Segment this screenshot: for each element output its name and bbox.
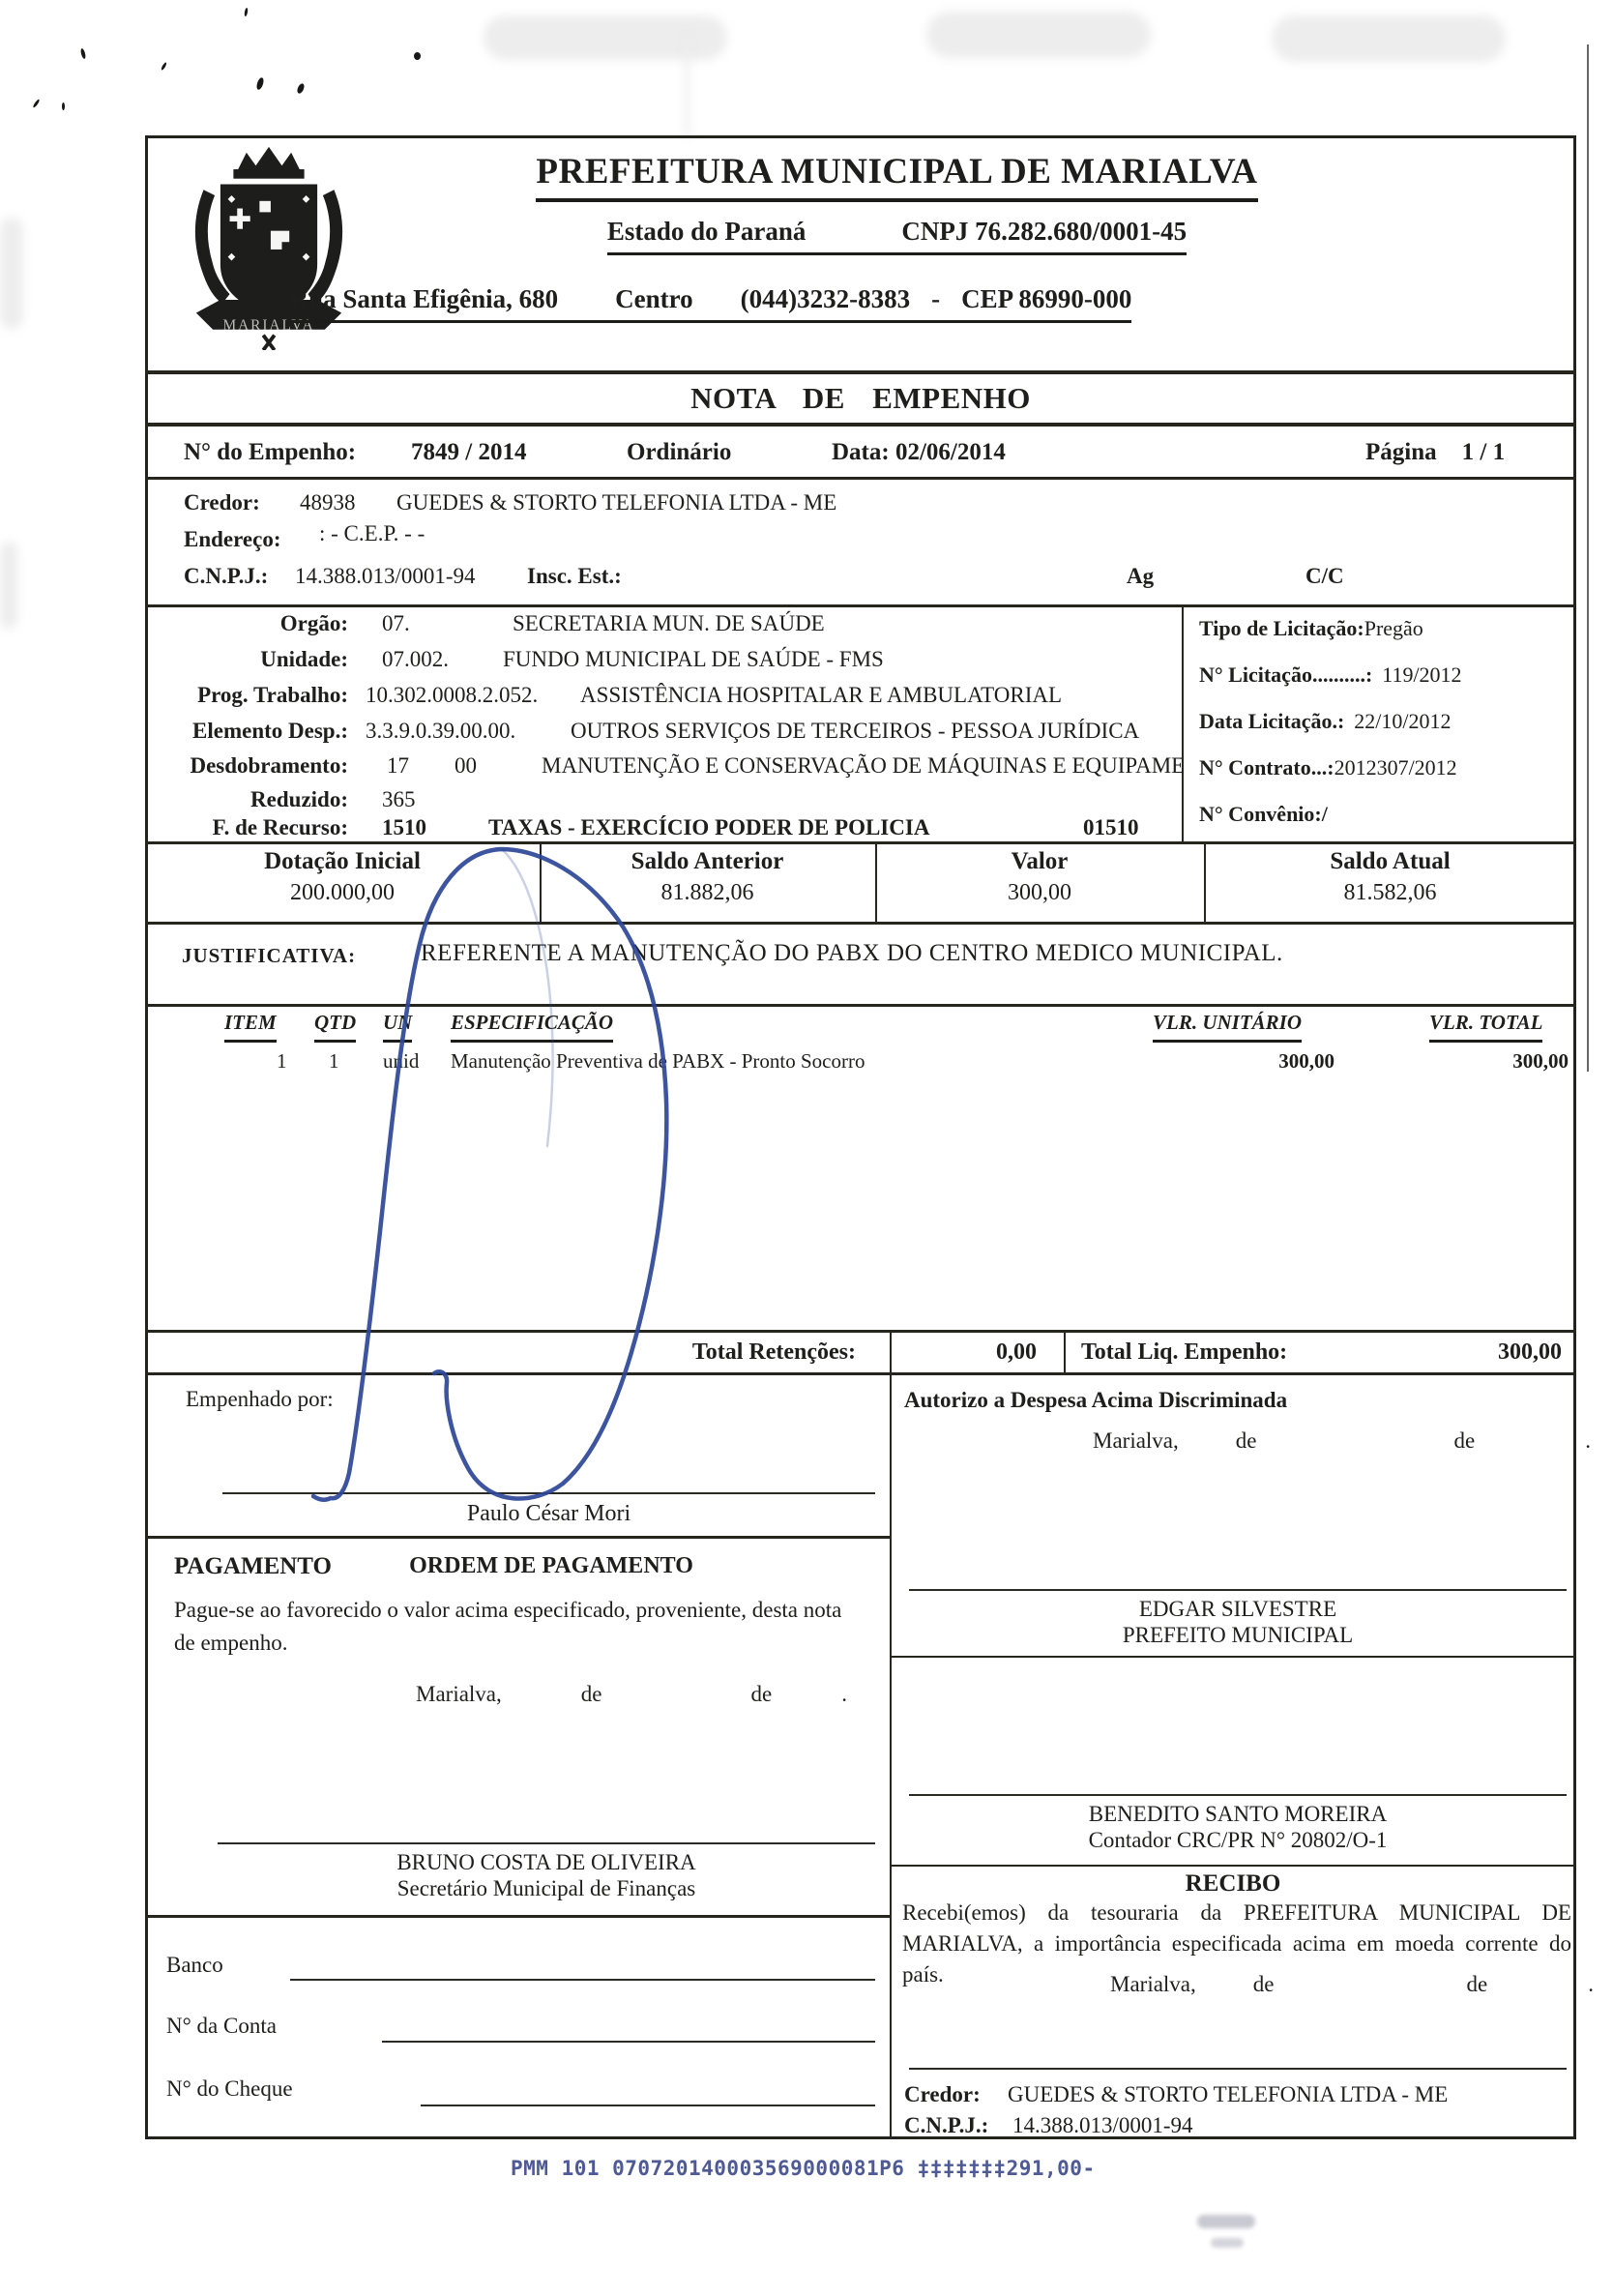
prefeito-name: EDGAR SILVESTRE (1138, 1597, 1337, 1621)
ag-label: Ag (1127, 564, 1155, 588)
total-retencoes-label: Total Retenções: (691, 1339, 856, 1365)
doc-title-band (145, 381, 1576, 416)
cnpj-label: C.N.P.J.: (184, 564, 269, 588)
vlr-unitario-col-header: VLR. UNITÁRIO (1153, 1008, 1302, 1043)
divider (145, 423, 1576, 427)
banco-label: Banco (166, 1953, 223, 1977)
header-state-row (358, 217, 1436, 255)
endereco-label: Endereço: (184, 527, 281, 551)
street-address: Rua Santa Efigênia, 680 (289, 284, 559, 313)
saldo-atual-header: Saldo Atual (1330, 848, 1451, 874)
cheque-fill-line (421, 2105, 875, 2106)
tipo-licitacao-label: Tipo de Licitação: (1199, 616, 1364, 640)
page-title: PREFEITURA MUNICIPAL DE MARIALVA (536, 151, 1257, 202)
unidade-code: 07.002. (382, 647, 449, 671)
item-row-vlr-unitario: 300,00 (1278, 1049, 1334, 1073)
contrato-row (1199, 751, 1457, 787)
divider (1182, 604, 1184, 841)
city: Marialva, (1093, 1428, 1179, 1453)
of-word: de (1453, 1428, 1476, 1453)
ordem-pagamento-title: ORDEM DE PAGAMENTO (409, 1553, 693, 1578)
svg-text:MARIALVA: MARIALVA (222, 316, 315, 334)
item-row-especificacao: Manutenção Preventiva de PABX - Pronto Socorro (451, 1049, 865, 1073)
reduzido-label: Reduzido: (250, 787, 348, 811)
contador-name: BENEDITO SANTO MOREIRA (1088, 1802, 1388, 1826)
secretario-name: BRUNO COSTA DE OLIVEIRA (396, 1850, 696, 1874)
conta-fill-line (382, 2041, 875, 2043)
unidade-label: Unidade: (260, 647, 348, 671)
convenio-label: N° Convênio: (1199, 802, 1322, 826)
prog-trabalho-label: Prog. Trabalho: (197, 683, 348, 707)
divider (890, 1372, 892, 2139)
divider (145, 1372, 1576, 1375)
prog-trabalho-code: 10.302.0008.2.052. (366, 683, 539, 707)
scan-smudge (685, 37, 689, 137)
divider (145, 1915, 890, 1918)
divider (145, 604, 1576, 607)
insc-est-label: Insc. Est.: (527, 564, 622, 588)
period: . (1588, 1972, 1594, 1996)
separator: - (931, 284, 941, 313)
ink-speck (62, 103, 65, 110)
pagamento-city-date-line (416, 1677, 847, 1715)
total-retencoes-value: 0,00 (996, 1339, 1037, 1365)
desdobramento-code: 17 (387, 753, 409, 778)
of-word: de (1466, 1972, 1488, 1996)
signature-line (218, 1842, 875, 1844)
vlr-total-col-header: VLR. TOTAL (1429, 1008, 1542, 1043)
divider (890, 1330, 892, 1372)
data-licitacao-row (1199, 705, 1452, 741)
autorizo-city-date-line (1093, 1424, 1591, 1461)
divider (1064, 1330, 1066, 1372)
num-licitacao-value: 119/2012 (1382, 662, 1462, 687)
ink-speck (80, 48, 87, 60)
recibo-credor-label: Credor: (904, 2082, 981, 2106)
pencil-smudge (1197, 2215, 1255, 2228)
ink-speck (161, 62, 167, 71)
autorizo-title: Autorizo a Despesa Acima Discriminada (904, 1388, 1288, 1412)
cnpj-value: 14.388.013/0001-94 (295, 564, 476, 588)
orgao-label: Orgão: (279, 611, 348, 635)
credor-label: Credor: (184, 490, 260, 515)
state-label: Estado do Paraná (606, 217, 806, 246)
credor-name: GUEDES & STORTO TELEFONIA LTDA - ME (396, 490, 837, 515)
page-value: 1 / 1 (1461, 439, 1506, 465)
ink-speck (255, 76, 265, 90)
divider (145, 370, 1576, 374)
un-col-header: UN (383, 1008, 412, 1043)
total-liquido-label: Total Liq. Empenho: (1081, 1339, 1288, 1365)
recibo-city-date-line (1110, 1967, 1594, 2005)
contador-title: Contador CRC/PR N° 20802/O-1 (1088, 1828, 1388, 1852)
dotacao-inicial-header: Dotação Inicial (264, 848, 421, 874)
divider (145, 1536, 890, 1539)
empenho-number-label: N° do Empenho: (184, 439, 357, 465)
justificativa-label: JUSTIFICATIVA: (182, 944, 357, 967)
credor-code: 48938 (300, 490, 356, 515)
item-row-un: unid (383, 1049, 420, 1073)
header-title-row (358, 151, 1436, 202)
divider (890, 1865, 1576, 1867)
dotacao-inicial-value: 200.000,00 (290, 880, 395, 905)
city: Marialva, (416, 1682, 502, 1706)
unidade-desc: FUNDO MUNICIPAL DE SAÚDE - FMS (503, 647, 884, 671)
recibo-body-text: Recebi(emos) da tesouraria da PREFEITURA MUNICIPAL DE MARIALVA, a importância especificada acima em moeda corrente do país. (902, 1900, 1571, 1987)
of-word: de (580, 1682, 602, 1706)
prog-trabalho-desc: ASSISTÊNCIA HOSPITALAR E AMBULATORIAL (580, 683, 1063, 707)
orgao-desc: SECRETARIA MUN. DE SAÚDE (513, 611, 825, 635)
num-licitacao-row (1199, 659, 1462, 694)
signature-line (909, 1589, 1567, 1591)
elemento-desp-desc: OUTROS SERVIÇOS DE TERCEIROS - PESSOA JURÍDICA (571, 719, 1140, 743)
desdobramento-code2: 00 (455, 753, 477, 778)
item-row-item: 1 (277, 1049, 287, 1073)
cc-label: C/C (1305, 564, 1344, 588)
of-word: de (1235, 1428, 1257, 1453)
divider (145, 477, 1576, 480)
contrato-label: N° Contrato...: (1199, 755, 1334, 780)
tipo-licitacao-row (1199, 612, 1423, 648)
ink-speck (244, 8, 249, 16)
scan-smudge (0, 542, 17, 629)
prefeito-title: PREFEITO MUNICIPAL (1122, 1623, 1354, 1647)
divider (890, 1656, 1576, 1658)
data-licitacao-value: 22/10/2012 (1354, 709, 1452, 733)
ink-speck (32, 99, 40, 108)
cep: CEP 86990-000 (961, 284, 1132, 313)
num-licitacao-label: N° Licitação..........: (1199, 662, 1373, 687)
saldo-anterior-header: Saldo Anterior (631, 848, 784, 874)
f-recurso-desc: TAXAS - EXERCÍCIO PODER DE POLICIA (488, 815, 930, 839)
page-indicator (1365, 435, 1505, 473)
ink-speck (414, 52, 421, 60)
f-recurso-extra: 01510 (1083, 815, 1139, 839)
scan-smudge (484, 15, 727, 60)
district: Centro (615, 284, 693, 313)
convenio-value: / (1321, 802, 1328, 826)
f-recurso-label: F. de Recurso: (212, 815, 348, 839)
phone: (044)3232-8383 (740, 284, 911, 313)
scan-smudge (0, 218, 23, 329)
of-word: de (750, 1682, 773, 1706)
pagamento-body-text: Pague-se ao favorecido o valor acima especificado, proveniente, desta nota de empenho. (174, 1598, 842, 1655)
especificacao-col-header: ESPECIFICAÇÃO (451, 1008, 613, 1043)
orgao-code: 07. (382, 611, 410, 635)
header-address-row (222, 284, 1199, 323)
pencil-smudge (1211, 2238, 1244, 2248)
valor-value: 300,00 (1008, 880, 1071, 905)
cheque-label: N° do Cheque (166, 2076, 293, 2101)
reduzido-code: 365 (382, 787, 416, 811)
empenhado-signer-name: Paulo César Mori (466, 1501, 631, 1526)
item-row-qtd: 1 (329, 1049, 339, 1073)
page-label: Página (1365, 439, 1437, 465)
signature-line (909, 2068, 1567, 2070)
conta-label: N° da Conta (166, 2014, 277, 2038)
divider (145, 922, 1576, 925)
secretario-title: Secretário Municipal de Finanças (396, 1876, 696, 1900)
signature-line (909, 1794, 1567, 1796)
empenho-number: 7849 / 2014 (411, 439, 527, 465)
pagamento-section-label: PAGAMENTO (174, 1553, 332, 1579)
desdobramento-label: Desdobramento: (190, 753, 348, 778)
empenho-type: Ordinário (627, 439, 732, 465)
city: Marialva, (1110, 1972, 1196, 1996)
recibo-cnpj-value: 14.388.013/0001-94 (1012, 2113, 1193, 2137)
valor-header: Valor (1011, 848, 1069, 874)
recibo-title: RECIBO (1185, 1870, 1281, 1897)
scan-smudge (926, 12, 1151, 58)
total-liquido-value: 300,00 (1498, 1339, 1562, 1365)
scanner-edge-line (1587, 44, 1589, 1072)
f-recurso-code: 1510 (382, 815, 426, 839)
item-col-header: ITEM (224, 1008, 277, 1043)
recibo-cnpj-label: C.N.P.J.: (904, 2113, 989, 2137)
scan-smudge (1272, 15, 1506, 62)
signature-line (222, 1492, 875, 1494)
doc-title: NOTA DE EMPENHO (690, 381, 1031, 415)
ink-speck (296, 82, 306, 94)
period: . (1585, 1428, 1591, 1453)
desdobramento-desc: MANUTENÇÃO E CONSERVAÇÃO DE MÁQUINAS E EQUIPAME (542, 753, 1186, 778)
tipo-licitacao-value: Pregão (1364, 616, 1423, 640)
contrato-value: 2012307/2012 (1334, 755, 1457, 780)
banco-fill-line (290, 1979, 875, 1981)
cnpj-header: CNPJ 76.282.680/0001-45 (901, 217, 1188, 246)
convenio-row (1199, 798, 1328, 834)
elemento-desp-label: Elemento Desp.: (192, 719, 348, 743)
endereco-value: : - C.E.P. - - (319, 521, 425, 545)
saldo-anterior-value: 81.882,06 (660, 880, 754, 905)
divider (145, 1330, 1576, 1333)
dot-matrix-footer-code: PMM 101 070720140003569000081P6 ‡‡‡‡‡‡‡291,00- (511, 2157, 1096, 2180)
item-row-vlr-total: 300,00 (1512, 1049, 1569, 1073)
saldo-atual-value: 81.582,06 (1343, 880, 1437, 905)
empenhado-por-label: Empenhado por: (186, 1387, 334, 1411)
qtd-col-header: QTD (314, 1008, 356, 1043)
divider (145, 1004, 1576, 1007)
empenho-date: Data: 02/06/2014 (832, 439, 1006, 465)
of-word: de (1252, 1972, 1275, 1996)
period: . (841, 1682, 847, 1706)
recibo-credor-value: GUEDES & STORTO TELEFONIA LTDA - ME (1008, 2082, 1449, 2106)
justificativa-text: REFERENTE A MANUTENÇÃO DO PABX DO CENTRO MEDICO MUNICIPAL. (421, 940, 1283, 966)
elemento-desp-code: 3.3.9.0.39.00.00. (366, 719, 516, 743)
data-licitacao-label: Data Licitação.: (1199, 709, 1345, 733)
